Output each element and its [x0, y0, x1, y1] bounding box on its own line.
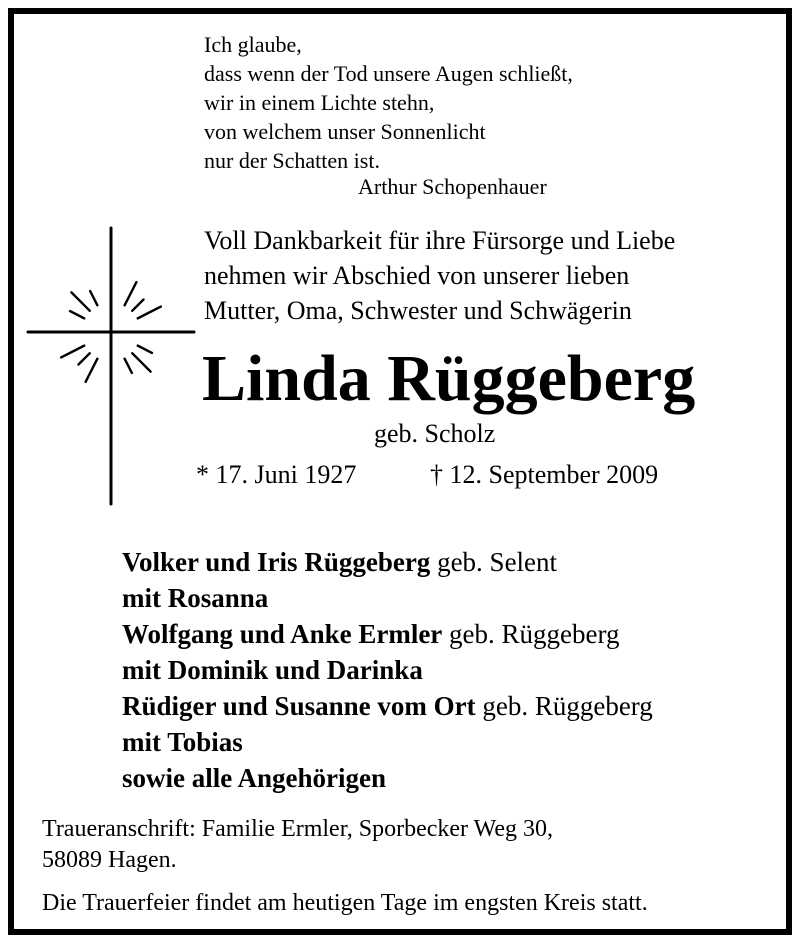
- address-line: 58089 Hagen.: [42, 847, 177, 873]
- quote-line: von welchem unser Sonnenlicht: [204, 119, 486, 144]
- death-date: † 12. September 2009: [430, 460, 659, 489]
- family-row: [122, 580, 653, 616]
- cross-ray: [70, 311, 84, 318]
- family-note: geb. Selent: [430, 547, 558, 577]
- maiden-name: geb. Scholz: [374, 419, 496, 448]
- family-row: [122, 724, 653, 760]
- family-names: sowie alle Angehörigen: [122, 763, 386, 793]
- quote-line: nur der Schatten ist.: [204, 148, 380, 173]
- mourning-address: [42, 814, 553, 876]
- family-note: geb. Rüggeberg: [475, 691, 653, 721]
- cross-ray: [86, 359, 98, 382]
- family-names: Rüdiger und Susanne vom Ort: [122, 691, 476, 721]
- quote-line: wir in einem Lichte stehn,: [204, 90, 435, 115]
- family-names: mit Dominik und Darinka: [122, 655, 423, 685]
- ceremony-note: Die Trauerfeier findet am heutigen Tage im engsten Kreis statt.: [42, 890, 648, 916]
- cross-ray: [71, 292, 89, 310]
- family-row: [122, 760, 653, 796]
- family-list: [122, 544, 653, 796]
- intro-text: [204, 223, 675, 328]
- quote-line: dass wenn der Tod unsere Augen schließt,: [204, 61, 573, 86]
- quote-author: Arthur Schopenhauer: [358, 174, 547, 199]
- radiant-cross-icon: [26, 226, 200, 506]
- family-names: Wolfgang und Anke Ermler: [122, 619, 443, 649]
- family-note: geb. Rüggeberg: [442, 619, 620, 649]
- cross-ray: [90, 291, 97, 305]
- family-row: [122, 544, 653, 580]
- obituary-notice: [8, 8, 792, 935]
- cross-ray: [78, 353, 89, 364]
- intro-line: Voll Dankbarkeit für ihre Fürsorge und Liebe: [204, 226, 676, 255]
- cross-ray: [132, 299, 143, 310]
- family-names: Volker und Iris Rüggeberg: [122, 547, 431, 577]
- cross-ray: [61, 346, 84, 358]
- quote-block: [204, 30, 573, 175]
- cross-ray: [132, 353, 150, 371]
- deceased-name: Linda Rüggeberg: [202, 342, 696, 415]
- cross-ray: [138, 307, 161, 319]
- intro-line: Mutter, Oma, Schwester und Schwägerin: [204, 296, 632, 325]
- family-row: [122, 652, 653, 688]
- family-names: mit Tobias: [122, 727, 243, 757]
- quote-line: Ich glaube,: [204, 32, 302, 57]
- birth-date: * 17. Juni 1927: [196, 460, 357, 489]
- family-row: [122, 616, 653, 652]
- address-line: Traueranschrift: Familie Ermler, Sporbecker Weg 30,: [42, 816, 553, 842]
- family-names: mit Rosanna: [122, 583, 269, 613]
- cross-ray: [125, 282, 137, 305]
- cross-ray: [125, 359, 132, 373]
- cross-ray: [138, 346, 152, 353]
- family-row: [122, 688, 653, 724]
- intro-line: nehmen wir Abschied von unserer lieben: [204, 261, 630, 290]
